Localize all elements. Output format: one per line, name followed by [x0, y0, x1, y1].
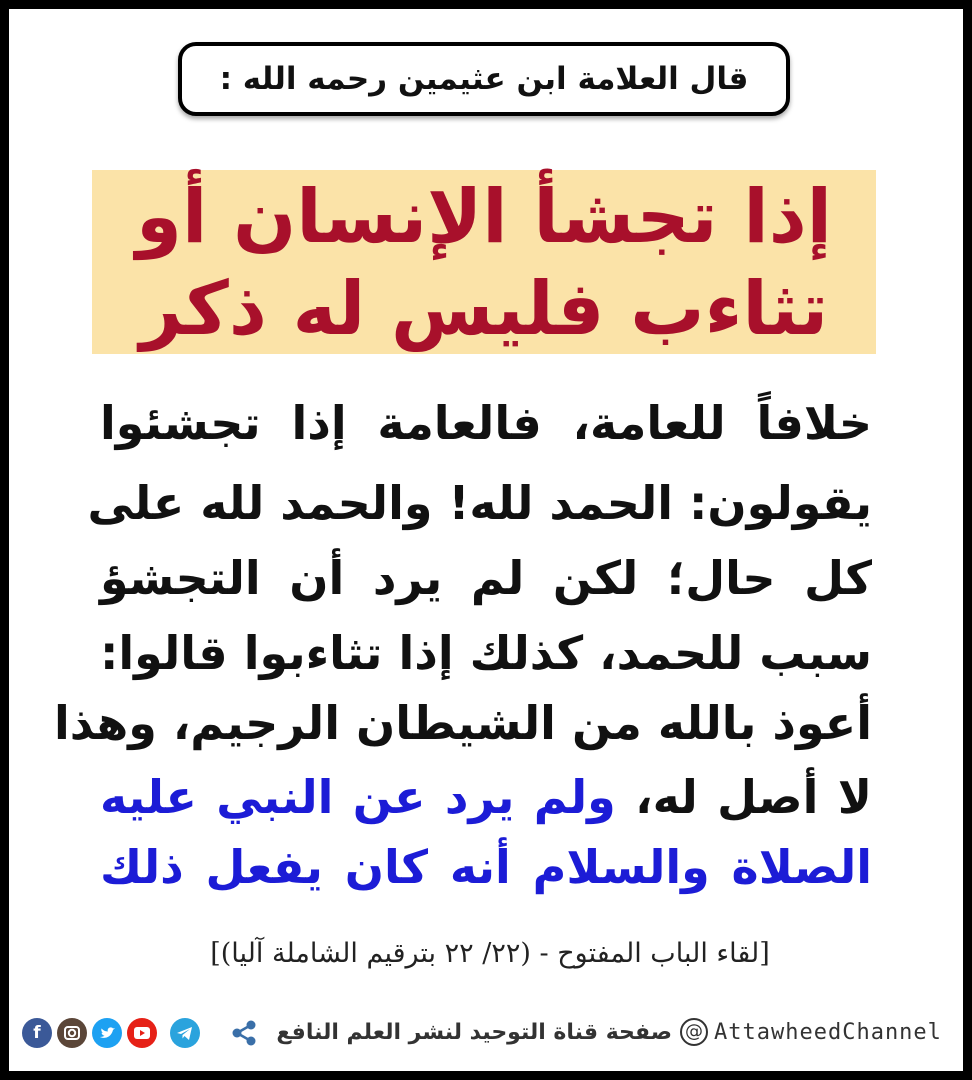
- body-line-1: خلافاً للعامة، فالعامة إذا تجشئوا: [100, 396, 872, 450]
- body-line-7: الصلاة والسلام أنه كان يفعل ذلك: [100, 840, 872, 894]
- facebook-icon[interactable]: f: [22, 1018, 52, 1048]
- body-line-3: كل حال؛ لكن لم يرد أن التجشؤ: [100, 551, 872, 605]
- source-citation: [لقاء الباب المفتوح - (٢٢/ ٢٢ بترقيم الشاملة آليا)]: [210, 938, 770, 969]
- instagram-icon[interactable]: [57, 1018, 87, 1048]
- body-line-4: سبب للحمد، كذلك إذا تثاءبوا قالوا:: [100, 626, 872, 680]
- body-line-6: [100, 766, 872, 828]
- share-icon[interactable]: [227, 1016, 261, 1050]
- body-line-6-highlighted: ولم يرد عن النبي عليه: [100, 770, 616, 824]
- quote-attribution: قال العلامة ابن عثيمين رحمه الله :: [219, 61, 749, 97]
- footer-bar: [20, 1012, 960, 1058]
- at-sign-icon: @: [680, 1018, 708, 1046]
- body-line-2: يقولون: الحمد لله! والحمد لله على: [87, 476, 872, 530]
- twitter-icon[interactable]: [92, 1018, 122, 1048]
- quote-attribution-box: [178, 42, 790, 116]
- post-card: [9, 9, 963, 1071]
- youtube-icon[interactable]: [127, 1018, 157, 1048]
- title-line-1: إذا تجشأ الإنسان أو: [135, 174, 833, 260]
- title-line-2: تثاءب فليس له ذكر: [139, 266, 829, 352]
- body-line-6-plain: لا أصل له،: [635, 770, 872, 824]
- channel-handle[interactable]: AttawheedChannel: [714, 1020, 942, 1045]
- body-line-5: أعوذ بالله من الشيطان الرجيم، وهذا: [53, 696, 872, 750]
- telegram-icon[interactable]: [170, 1018, 200, 1048]
- page-name: صفحة قناة التوحيد لنشر العلم النافع: [276, 1020, 672, 1045]
